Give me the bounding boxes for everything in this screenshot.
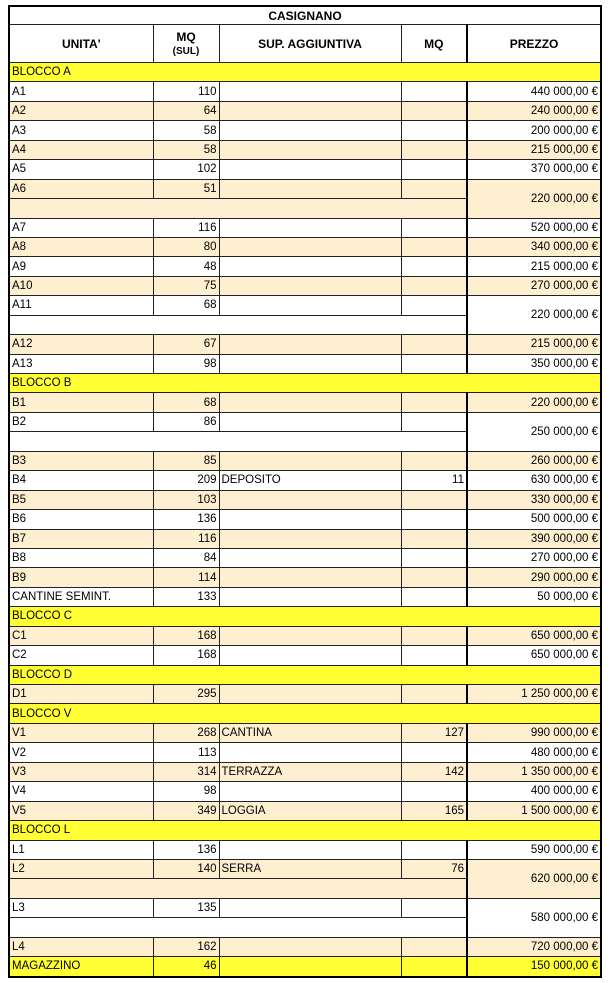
unit-cell: A9 bbox=[9, 257, 153, 276]
mq2-cell bbox=[401, 160, 467, 179]
unit-cell: A1 bbox=[9, 82, 153, 101]
mq-cell: 86 bbox=[153, 412, 219, 431]
unit-cell: L4 bbox=[9, 937, 153, 956]
table-row bbox=[9, 762, 601, 781]
block-header-row bbox=[9, 821, 601, 840]
unit-cell: D1 bbox=[9, 685, 153, 704]
table-row bbox=[9, 782, 601, 801]
sup-cell bbox=[219, 957, 401, 977]
unit-cell: A4 bbox=[9, 140, 153, 159]
table-row bbox=[9, 471, 601, 490]
mq2-cell bbox=[401, 276, 467, 295]
table-row bbox=[9, 510, 601, 529]
unit-cell: B4 bbox=[9, 471, 153, 490]
price-cell: 370 000,00 € bbox=[467, 160, 601, 179]
mq2-cell bbox=[401, 82, 467, 101]
table-row bbox=[9, 801, 601, 820]
price-cell: 240 000,00 € bbox=[467, 101, 601, 120]
price-cell: 270 000,00 € bbox=[467, 276, 601, 295]
mq2-cell bbox=[401, 451, 467, 470]
mq-cell: 349 bbox=[153, 801, 219, 820]
header-unit: UNITA' bbox=[9, 25, 153, 63]
mq-cell: 75 bbox=[153, 276, 219, 295]
table-row bbox=[9, 840, 601, 859]
price-cell: 270 000,00 € bbox=[467, 548, 601, 567]
table-row bbox=[9, 529, 601, 548]
block-header-row bbox=[9, 607, 601, 626]
sup-cell bbox=[219, 237, 401, 256]
table-row bbox=[9, 218, 601, 237]
table-row bbox=[9, 859, 601, 878]
header-mq2: MQ bbox=[401, 25, 467, 63]
mq2-cell bbox=[401, 782, 467, 801]
mq-cell: 116 bbox=[153, 529, 219, 548]
unit-cell: L3 bbox=[9, 898, 153, 917]
price-cell: 590 000,00 € bbox=[467, 840, 601, 859]
table-row bbox=[9, 548, 601, 567]
price-cell: 350 000,00 € bbox=[467, 354, 601, 373]
mq2-cell: 76 bbox=[401, 859, 467, 878]
mq-cell: 58 bbox=[153, 121, 219, 140]
block-label: BLOCCO A bbox=[9, 63, 601, 82]
sup-cell bbox=[219, 782, 401, 801]
unit-cell: L1 bbox=[9, 840, 153, 859]
mq-cell: 84 bbox=[153, 548, 219, 567]
price-cell: 620 000,00 € bbox=[467, 859, 601, 898]
mq-cell: 136 bbox=[153, 840, 219, 859]
price-cell: 150 000,00 € bbox=[467, 957, 601, 977]
mq2-cell bbox=[401, 218, 467, 237]
table-row bbox=[9, 179, 601, 198]
sup-cell bbox=[219, 296, 401, 315]
price-cell: 200 000,00 € bbox=[467, 121, 601, 140]
sup-cell: SERRA bbox=[219, 859, 401, 878]
mq-cell: 58 bbox=[153, 140, 219, 159]
empty-cell bbox=[9, 918, 467, 937]
price-cell: 630 000,00 € bbox=[467, 471, 601, 490]
table-row bbox=[9, 568, 601, 587]
price-cell: 215 000,00 € bbox=[467, 257, 601, 276]
header-mq-sub: (SUL) bbox=[172, 46, 200, 57]
block-label: BLOCCO D bbox=[9, 665, 601, 684]
mq2-cell bbox=[401, 685, 467, 704]
mq-cell: 168 bbox=[153, 646, 219, 665]
unit-cell: B3 bbox=[9, 451, 153, 470]
mq2-cell bbox=[401, 937, 467, 956]
table-row bbox=[9, 121, 601, 140]
price-cell: 390 000,00 € bbox=[467, 529, 601, 548]
price-cell: 650 000,00 € bbox=[467, 646, 601, 665]
unit-cell: V2 bbox=[9, 743, 153, 762]
price-cell: 1 350 000,00 € bbox=[467, 762, 601, 781]
block-label: BLOCCO V bbox=[9, 704, 601, 723]
mq-cell: 140 bbox=[153, 859, 219, 878]
sup-cell bbox=[219, 218, 401, 237]
mq-cell: 209 bbox=[153, 471, 219, 490]
table-row bbox=[9, 296, 601, 315]
mq2-cell: 165 bbox=[401, 801, 467, 820]
table-row bbox=[9, 898, 601, 917]
unit-cell: A10 bbox=[9, 276, 153, 295]
mq-cell: 98 bbox=[153, 782, 219, 801]
sup-cell bbox=[219, 587, 401, 606]
mq-cell: 133 bbox=[153, 587, 219, 606]
mq-cell: 98 bbox=[153, 354, 219, 373]
block-header-row bbox=[9, 63, 601, 82]
mq-cell: 114 bbox=[153, 568, 219, 587]
unit-cell: B2 bbox=[9, 412, 153, 431]
mq2-cell bbox=[401, 626, 467, 645]
table-row bbox=[9, 335, 601, 354]
price-cell: 580 000,00 € bbox=[467, 898, 601, 937]
mq2-cell bbox=[401, 140, 467, 159]
price-cell: 650 000,00 € bbox=[467, 626, 601, 645]
table-title: CASIGNANO bbox=[9, 6, 601, 25]
sup-cell bbox=[219, 510, 401, 529]
empty-cell bbox=[9, 432, 467, 451]
sup-cell bbox=[219, 393, 401, 412]
sup-cell bbox=[219, 140, 401, 159]
sup-cell: TERRAZZA bbox=[219, 762, 401, 781]
mq-cell: 85 bbox=[153, 451, 219, 470]
mq2-cell bbox=[401, 743, 467, 762]
unit-cell: A12 bbox=[9, 335, 153, 354]
sup-cell bbox=[219, 685, 401, 704]
block-header-row bbox=[9, 374, 601, 393]
mq-cell: 162 bbox=[153, 937, 219, 956]
table-row bbox=[9, 685, 601, 704]
table-row bbox=[9, 723, 601, 742]
table-row bbox=[9, 257, 601, 276]
mq-cell: 135 bbox=[153, 898, 219, 917]
sup-cell bbox=[219, 121, 401, 140]
price-cell: 330 000,00 € bbox=[467, 490, 601, 509]
sup-cell bbox=[219, 101, 401, 120]
header-mq-label: MQ bbox=[176, 30, 196, 44]
price-cell: 215 000,00 € bbox=[467, 335, 601, 354]
table-row bbox=[9, 646, 601, 665]
mq-cell: 80 bbox=[153, 237, 219, 256]
sup-cell bbox=[219, 646, 401, 665]
sup-cell bbox=[219, 160, 401, 179]
mq-cell: 268 bbox=[153, 723, 219, 742]
price-cell: 290 000,00 € bbox=[467, 568, 601, 587]
mq2-cell bbox=[401, 335, 467, 354]
mq-cell: 48 bbox=[153, 257, 219, 276]
table-row bbox=[9, 393, 601, 412]
unit-cell: V5 bbox=[9, 801, 153, 820]
mq-cell: 51 bbox=[153, 179, 219, 198]
sup-cell bbox=[219, 276, 401, 295]
mq2-cell bbox=[401, 898, 467, 917]
sup-cell: DEPOSITO bbox=[219, 471, 401, 490]
unit-cell: A13 bbox=[9, 354, 153, 373]
mq-cell: 46 bbox=[153, 957, 219, 977]
price-cell: 220 000,00 € bbox=[467, 179, 601, 218]
table-row bbox=[9, 626, 601, 645]
sup-cell bbox=[219, 626, 401, 645]
table-row bbox=[9, 354, 601, 373]
empty-cell bbox=[9, 199, 467, 218]
mq-cell: 64 bbox=[153, 101, 219, 120]
sup-cell bbox=[219, 548, 401, 567]
header-sup: SUP. AGGIUNTIVA bbox=[219, 25, 401, 63]
unit-cell: CANTINE SEMINT. bbox=[9, 587, 153, 606]
table-row bbox=[9, 490, 601, 509]
mq2-cell bbox=[401, 646, 467, 665]
table-row bbox=[9, 412, 601, 431]
mq2-cell: 142 bbox=[401, 762, 467, 781]
mq-cell: 110 bbox=[153, 82, 219, 101]
mq2-cell bbox=[401, 412, 467, 431]
mq2-cell bbox=[401, 393, 467, 412]
mq2-cell bbox=[401, 529, 467, 548]
mq-cell: 116 bbox=[153, 218, 219, 237]
mq2-cell bbox=[401, 179, 467, 198]
mq-cell: 113 bbox=[153, 743, 219, 762]
unit-cell: MAGAZZINO bbox=[9, 957, 153, 977]
unit-cell: C2 bbox=[9, 646, 153, 665]
mq2-cell bbox=[401, 568, 467, 587]
table-row bbox=[9, 140, 601, 159]
price-cell: 990 000,00 € bbox=[467, 723, 601, 742]
sup-cell bbox=[219, 743, 401, 762]
price-cell: 440 000,00 € bbox=[467, 82, 601, 101]
unit-cell: B5 bbox=[9, 490, 153, 509]
price-cell: 220 000,00 € bbox=[467, 296, 601, 335]
sup-cell bbox=[219, 354, 401, 373]
mq2-cell bbox=[401, 957, 467, 977]
mq-cell: 68 bbox=[153, 296, 219, 315]
table-row bbox=[9, 587, 601, 606]
block-header-row bbox=[9, 704, 601, 723]
unit-cell: V4 bbox=[9, 782, 153, 801]
empty-cell bbox=[9, 879, 467, 898]
unit-cell: B9 bbox=[9, 568, 153, 587]
price-cell: 340 000,00 € bbox=[467, 237, 601, 256]
mq2-cell bbox=[401, 840, 467, 859]
price-cell: 480 000,00 € bbox=[467, 743, 601, 762]
sup-cell bbox=[219, 335, 401, 354]
block-label: BLOCCO C bbox=[9, 607, 601, 626]
mq-cell: 136 bbox=[153, 510, 219, 529]
mq2-cell bbox=[401, 490, 467, 509]
unit-cell: A2 bbox=[9, 101, 153, 120]
unit-cell: C1 bbox=[9, 626, 153, 645]
sup-cell bbox=[219, 937, 401, 956]
block-label: BLOCCO L bbox=[9, 821, 601, 840]
table-row bbox=[9, 276, 601, 295]
unit-cell: L2 bbox=[9, 859, 153, 878]
mq-cell: 314 bbox=[153, 762, 219, 781]
unit-cell: A3 bbox=[9, 121, 153, 140]
unit-cell: A6 bbox=[9, 179, 153, 198]
mq-cell: 103 bbox=[153, 490, 219, 509]
unit-cell: B7 bbox=[9, 529, 153, 548]
price-cell: 50 000,00 € bbox=[467, 587, 601, 606]
sup-cell bbox=[219, 898, 401, 917]
price-cell: 520 000,00 € bbox=[467, 218, 601, 237]
unit-cell: V3 bbox=[9, 762, 153, 781]
empty-cell bbox=[9, 315, 467, 334]
unit-cell: B6 bbox=[9, 510, 153, 529]
table-row bbox=[9, 957, 601, 977]
table-row bbox=[9, 451, 601, 470]
mq-cell: 68 bbox=[153, 393, 219, 412]
mq2-cell: 127 bbox=[401, 723, 467, 742]
unit-cell: B8 bbox=[9, 548, 153, 567]
mq2-cell bbox=[401, 548, 467, 567]
sup-cell bbox=[219, 529, 401, 548]
table-row bbox=[9, 743, 601, 762]
mq-cell: 295 bbox=[153, 685, 219, 704]
price-cell: 500 000,00 € bbox=[467, 510, 601, 529]
sup-cell bbox=[219, 412, 401, 431]
header-mq bbox=[153, 25, 219, 63]
sup-cell bbox=[219, 568, 401, 587]
unit-cell: B1 bbox=[9, 393, 153, 412]
sup-cell bbox=[219, 179, 401, 198]
header-price: PREZZO bbox=[467, 25, 601, 63]
block-label: BLOCCO B bbox=[9, 374, 601, 393]
table-row bbox=[9, 160, 601, 179]
block-header-row bbox=[9, 665, 601, 684]
table-row bbox=[9, 937, 601, 956]
price-cell: 1 500 000,00 € bbox=[467, 801, 601, 820]
sup-cell bbox=[219, 451, 401, 470]
mq2-cell bbox=[401, 510, 467, 529]
mq2-cell bbox=[401, 257, 467, 276]
price-table bbox=[8, 5, 602, 978]
mq2-cell bbox=[401, 296, 467, 315]
table-row bbox=[9, 82, 601, 101]
sup-cell bbox=[219, 490, 401, 509]
mq2-cell: 11 bbox=[401, 471, 467, 490]
sup-cell: CANTINA bbox=[219, 723, 401, 742]
mq-cell: 102 bbox=[153, 160, 219, 179]
mq2-cell bbox=[401, 237, 467, 256]
mq-cell: 168 bbox=[153, 626, 219, 645]
mq2-cell bbox=[401, 587, 467, 606]
price-cell: 1 250 000,00 € bbox=[467, 685, 601, 704]
unit-cell: A11 bbox=[9, 296, 153, 315]
mq2-cell bbox=[401, 121, 467, 140]
price-cell: 260 000,00 € bbox=[467, 451, 601, 470]
sup-cell bbox=[219, 82, 401, 101]
table-row bbox=[9, 237, 601, 256]
mq2-cell bbox=[401, 354, 467, 373]
table-row bbox=[9, 101, 601, 120]
price-cell: 250 000,00 € bbox=[467, 412, 601, 451]
sup-cell bbox=[219, 257, 401, 276]
sup-cell bbox=[219, 840, 401, 859]
sup-cell: LOGGIA bbox=[219, 801, 401, 820]
price-cell: 220 000,00 € bbox=[467, 393, 601, 412]
unit-cell: A5 bbox=[9, 160, 153, 179]
unit-cell: A7 bbox=[9, 218, 153, 237]
unit-cell: V1 bbox=[9, 723, 153, 742]
mq-cell: 67 bbox=[153, 335, 219, 354]
unit-cell: A8 bbox=[9, 237, 153, 256]
mq2-cell bbox=[401, 101, 467, 120]
price-cell: 215 000,00 € bbox=[467, 140, 601, 159]
price-cell: 720 000,00 € bbox=[467, 937, 601, 956]
price-cell: 400 000,00 € bbox=[467, 782, 601, 801]
